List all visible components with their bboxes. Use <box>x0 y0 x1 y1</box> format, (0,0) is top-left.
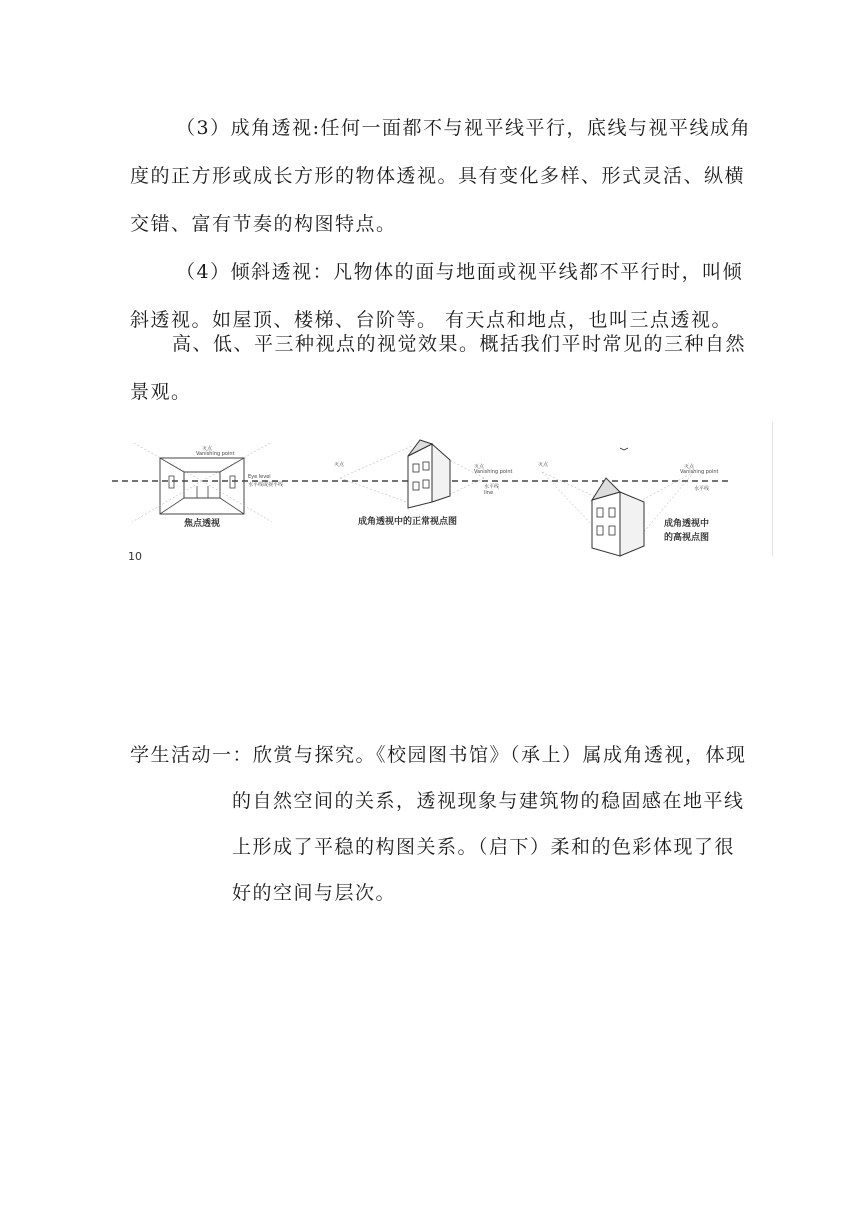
horizon-label: 水平线或视平线 <box>248 482 284 488</box>
page-number: 10 <box>128 550 142 563</box>
text-line: （4）倾斜透视：凡物体的面与地面或视平线都不平行时，叫倾 <box>176 261 744 283</box>
line-en-label: line <box>484 490 494 496</box>
panel-caption: 成角透视中的正常视点图 <box>358 517 458 527</box>
right-vanishing-point-label: 灭点 <box>474 464 485 470</box>
text-line: 度的正方形或成长方形的物体透视。具有变化多样、形式灵活、纵横 <box>130 165 746 187</box>
left-vanishing-point-label: 灭点 <box>334 462 345 468</box>
panel-two-point-high <box>538 448 719 556</box>
horizon-label: 水平线 <box>484 484 500 490</box>
vanishing-point-en-label: Vanishing point <box>196 451 235 457</box>
text-line: 高、低、平三种视点的视觉效果。概括我们平时常见的三种自然 <box>172 333 747 355</box>
vanishing-point-label: 灭点 <box>202 446 213 452</box>
vanishing-point-en-label: Vanishing point <box>474 469 513 475</box>
left-vanishing-point-label: 灭点 <box>538 462 549 468</box>
text-line: （3）成角透视:任何一面都不与视平线平行，底线与视平线成角 <box>176 117 751 139</box>
paragraph-angular-perspective <box>130 104 750 248</box>
right-vanishing-point-label: 灭点 <box>684 464 695 470</box>
panel-one-point <box>132 442 283 529</box>
student-activity <box>130 732 750 916</box>
panel-caption: 的高视点图 <box>664 533 710 543</box>
text-line: 的自然空间的关系，透视现象与建筑物的稳固感在地平线 <box>232 790 745 812</box>
text-line: 景观。 <box>130 381 192 403</box>
panel-caption: 焦点透视 <box>184 519 221 529</box>
horizon-label: 水平线 <box>694 486 710 492</box>
panel-two-point-normal <box>334 440 513 527</box>
vanishing-point-en-label: Vanishing point <box>680 469 719 475</box>
panel-caption: 成角透视中 <box>664 519 710 529</box>
text-line: 上形成了平稳的构图关系。（启下）柔和的色彩体现了很 <box>232 836 736 858</box>
perspective-figure <box>72 422 773 563</box>
text-line: 交错、富有节奏的构图特点。 <box>130 213 397 235</box>
text-line: 学生活动一：欣赏与探究。《校园图书馆》（承上）属成角透视，体现 <box>130 744 747 766</box>
paragraph-viewpoints <box>130 320 750 416</box>
eye-level-label: Eye level <box>248 474 271 480</box>
text-line: 斜透视。如屋顶、楼梯、台阶等。 有天点和地点，也叫三点透视。 <box>130 309 733 331</box>
perspective-illustration <box>72 422 772 563</box>
text-line: 好的空间与层次。 <box>232 882 397 904</box>
